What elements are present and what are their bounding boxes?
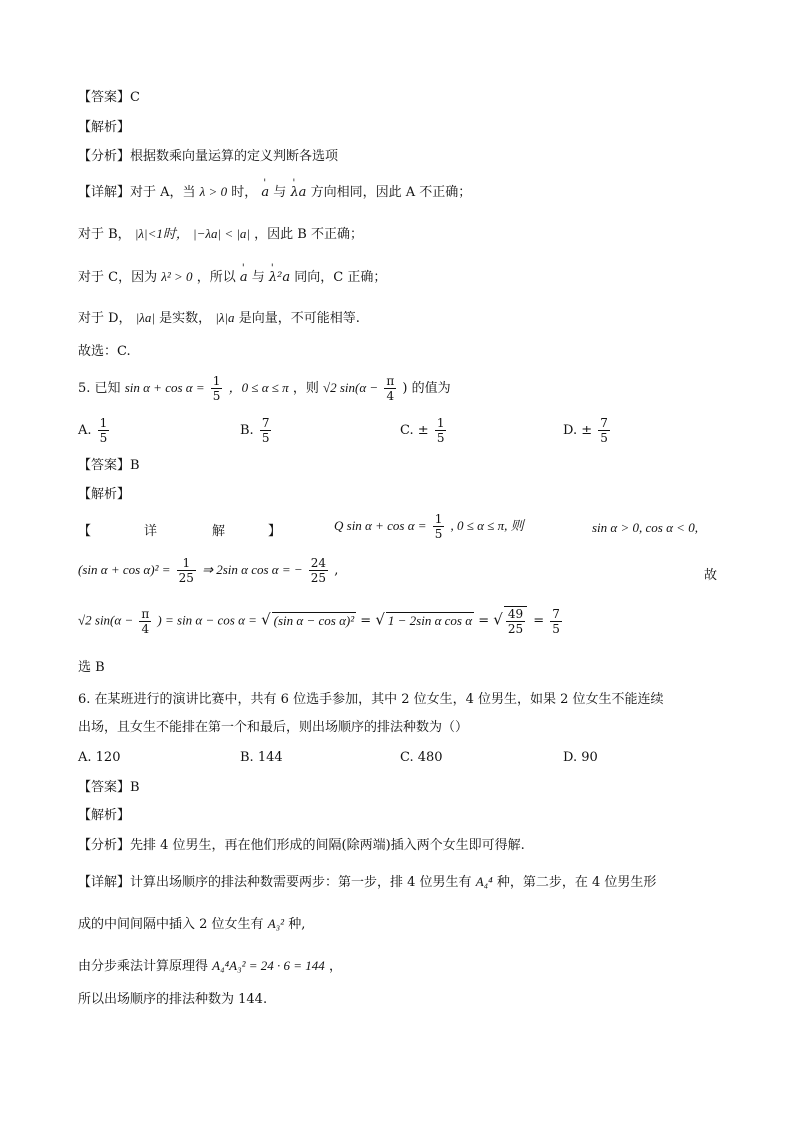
- option-label: B.: [240, 423, 254, 438]
- q5-detail-w2: 解: [212, 524, 226, 539]
- q5-detail-bracket-l: 【: [78, 524, 92, 539]
- option-sign: ±: [417, 423, 429, 438]
- fraction: [433, 512, 445, 541]
- text: =: [478, 613, 490, 629]
- vector-a: ' a: [240, 268, 248, 288]
- denominator: 5: [261, 431, 270, 445]
- q6-detail-4: 所以出场顺序的排法种数为 144.: [78, 992, 268, 1007]
- denominator: 5: [99, 431, 108, 445]
- numerator: 1: [436, 416, 445, 430]
- math: A₄⁴: [475, 874, 493, 889]
- vector-la: ' λa: [290, 183, 306, 203]
- q6-answer: 【答案】B: [78, 780, 140, 795]
- math: A₄⁴A₃² = 24 · 6 = 144: [212, 958, 325, 973]
- numerator: π: [386, 374, 395, 388]
- q4-detail-d: [78, 308, 724, 329]
- numerator: π: [141, 606, 150, 621]
- denominator: 5: [436, 431, 445, 445]
- math: |−λa| < |a|: [193, 226, 251, 241]
- numerator: 1: [177, 556, 196, 571]
- text: 时，: [231, 185, 258, 200]
- numerator: 1: [434, 512, 443, 526]
- math: ，0 ≤ α ≤ π: [228, 380, 289, 395]
- text: 是向量，不可能相等.: [238, 311, 360, 326]
- numerator: 49: [507, 607, 524, 621]
- q4-detail-a: [78, 182, 724, 203]
- text: ) 的值为: [402, 381, 451, 396]
- math: Q sin α + cos α =: [334, 518, 427, 533]
- sqrt-icon: √: [261, 610, 271, 629]
- math: 1 − 2sin α cos α: [387, 612, 473, 628]
- q4-analysis: 【解析】: [78, 120, 131, 135]
- text: 【详解】计算出场顺序的排法种数需要两步：第一步，排 4 位男生有: [78, 875, 472, 890]
- math: |λ|<1时，: [134, 226, 189, 241]
- text: 是实数，: [159, 311, 212, 326]
- numerator: 1: [99, 416, 108, 430]
- text: ,: [334, 563, 339, 578]
- text: 种,: [288, 917, 306, 932]
- q6-detail-2: [78, 914, 724, 935]
- q6-stem-2: 出场，且女生不能排在第一个和最后，则出场顺序的排法种数为（）: [78, 720, 469, 735]
- vector-a: ' a: [261, 183, 269, 203]
- numerator: 24: [310, 556, 327, 570]
- denominator: 5: [434, 527, 443, 541]
- fraction: [384, 374, 396, 403]
- fraction: [98, 416, 110, 445]
- numerator: 7: [600, 416, 608, 430]
- q6-detail-1: [78, 872, 724, 893]
- math: √2 sin(α −: [78, 612, 134, 628]
- denominator: 4: [386, 389, 395, 403]
- math: (sin α − cos α)²: [273, 612, 355, 628]
- q6-option-b: B. 144: [240, 750, 283, 765]
- math: sin α + cos α =: [124, 380, 205, 395]
- math: √2 sin(α −: [322, 380, 379, 395]
- text: ，则: [292, 381, 319, 396]
- option-label: C.: [400, 423, 414, 438]
- numerator: 7: [552, 606, 560, 621]
- denominator: 5: [600, 431, 608, 445]
- text: ，: [328, 959, 342, 974]
- fraction: [260, 416, 272, 445]
- text: =: [533, 613, 545, 629]
- q5-stem: [78, 374, 724, 403]
- q6-option-a: A. 120: [78, 750, 121, 765]
- text: 同向，C 正确；: [294, 270, 387, 285]
- denominator: 25: [507, 622, 524, 636]
- option-label: A.: [78, 423, 92, 438]
- fraction: [309, 556, 328, 585]
- math: ) = sin α − cos α =: [157, 612, 257, 628]
- text: 种，第二步，在 4 位男生形: [496, 875, 657, 890]
- q4-conclusion: 故选：C.: [78, 344, 131, 359]
- q5-detail-line2: [78, 556, 338, 585]
- numerator: 7: [261, 416, 270, 430]
- math: λ² > 0: [161, 269, 193, 284]
- q6-stem-1: 6. 在某班进行的演讲比赛中，共有 6 位选手参加，其中 2 位女生，4 位男生，如果 2 位女生不能连续: [78, 692, 664, 707]
- q5-detail-bracket-r: 】: [268, 524, 282, 539]
- text: 方向相同，因此 A 不正确；: [310, 185, 472, 200]
- math: ⇒ 2sin α cos α = −: [202, 562, 303, 577]
- q4-answer: 【答案】C: [78, 90, 140, 105]
- text: =: [360, 613, 372, 629]
- text: 【详解】对于 A，当: [78, 185, 196, 200]
- q6-option-d: D. 90: [563, 750, 598, 765]
- math: sin α > 0, cos α < 0,: [592, 520, 698, 535]
- q5-detail-given: [334, 512, 524, 541]
- q5-answer: 【答案】B: [78, 458, 140, 473]
- math: A₃²: [267, 916, 285, 931]
- q6-analysis: 【解析】: [78, 808, 131, 823]
- q5-option-d: [563, 416, 612, 445]
- text: 成的中间间隔中插入 2 位女生有: [78, 917, 264, 932]
- text: 与: [251, 270, 265, 285]
- q5-option-b: [240, 416, 273, 445]
- q5-analysis: 【解析】: [78, 487, 131, 502]
- math: λ > 0: [199, 184, 228, 199]
- q5-detail-line3: [78, 606, 564, 636]
- text: 与: [273, 185, 287, 200]
- text: 对于 D，: [78, 311, 132, 326]
- numerator: 1: [212, 374, 221, 388]
- option-label: D.: [563, 423, 578, 438]
- text: ，所以: [196, 270, 236, 285]
- math: |λa|: [135, 310, 155, 325]
- denominator: 4: [141, 621, 150, 636]
- fraction: [139, 607, 151, 636]
- q6-fenxi: 【分析】先排 4 位男生，再在他们形成的间隔(除两端)插入两个女生即可得解.: [78, 838, 525, 853]
- option-sign: ±: [581, 423, 593, 438]
- denominator: 25: [178, 571, 194, 585]
- fraction: [435, 416, 447, 445]
- fraction: [550, 607, 562, 636]
- q6-option-c: C. 480: [400, 750, 443, 765]
- q5-option-a: [78, 416, 111, 445]
- text: 由分步乘法计算原理得: [78, 959, 209, 974]
- q5-detail-result: [592, 520, 698, 536]
- q6-detail-3: [78, 956, 724, 977]
- fraction: [504, 606, 527, 636]
- math: (sin α + cos α)² =: [78, 562, 171, 577]
- q4-detail-b: [78, 224, 724, 245]
- math: , 0 ≤ α ≤ π, 则: [450, 518, 524, 533]
- denominator: 25: [310, 571, 327, 585]
- denominator: 5: [552, 621, 560, 636]
- q5-detail-gu: 故: [704, 568, 718, 583]
- q4-fenxi: 【分析】根据数乘向量运算的定义判断各选项: [78, 149, 339, 164]
- fraction: [598, 416, 610, 445]
- denominator: 5: [212, 389, 221, 403]
- fraction: [177, 556, 196, 585]
- q5-detail-w1: 详: [144, 524, 158, 539]
- sqrt-icon: √: [375, 610, 385, 629]
- vector-l2a: ' λ²a: [269, 268, 290, 288]
- sqrt-icon: √: [493, 610, 503, 629]
- q4-detail-c: [78, 267, 724, 288]
- q5-conclusion: 选 B: [78, 660, 105, 675]
- text: 5. 已知: [78, 381, 121, 396]
- fraction: [211, 374, 223, 403]
- q5-option-c: [400, 416, 448, 445]
- text: 对于 C，因为: [78, 270, 158, 285]
- text: 对于 B，: [78, 227, 131, 242]
- math: |λ|a: [215, 310, 235, 325]
- text: ，因此 B 不正确；: [254, 227, 363, 242]
